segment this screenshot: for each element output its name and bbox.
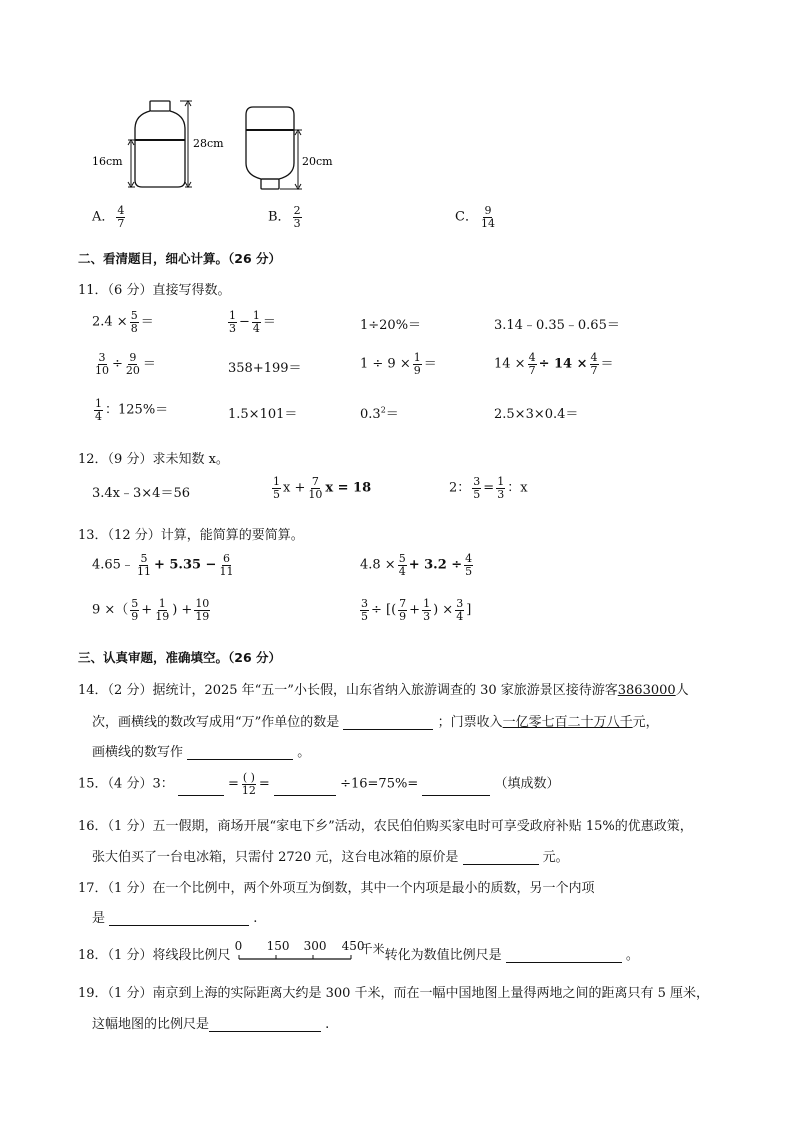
q14-underlined-number: 3863000 [617,683,676,698]
q11-r1c2: $\frac{1}{3}$ − $\frac{1}{4}$ ＝ [229,309,276,335]
q13-e3: 9 ×（ $\frac{5}{9}$ + $\frac{1}{19}$ ) + $\frac{10}{19}$ [92,597,210,623]
option-b-fraction: $\frac{2}{3}$ [293,204,301,230]
bottle-inverted [246,107,294,189]
q11-r2c4: 14 × $\frac{4}{7}$ ÷ 14 × $\frac{4}{7}$ ＝ [494,351,614,377]
bottle-figure [90,95,350,200]
q12-e1: 3.4x﹣3×4＝56 [92,486,190,501]
option-b-label: B． [268,209,291,225]
q12-stem: 12．（9 分）求未知数 x。 [78,452,229,467]
water-height-arrow [128,140,135,187]
q14-underlined-words: 一亿零七百二十万八千 [502,715,633,730]
q16-line2: 张大伯买了一台电冰箱，只需付 2720 元，这台电冰箱的原价是 元。 [92,850,569,865]
q11-r1c4: 3.14﹣0.35﹣0.65＝ [494,318,620,333]
q19-line2: 这幅地图的比例尺是 . [92,1017,330,1032]
q14-blank-1[interactable] [343,715,433,730]
q18-blank[interactable] [506,948,622,963]
q15-blank-1[interactable] [178,781,224,796]
q17-blank[interactable] [109,911,249,926]
option-a-label: A． [92,209,115,225]
option-c-fraction: $\frac{9}{14}$ [480,204,495,230]
scale-tick-450: 450 [341,939,365,953]
q11-r1c1: 2.4 × $\frac{5}{8}$ ＝ [92,309,154,335]
q17-line2: 是 . [92,911,258,926]
bottle-height-arrow [180,101,192,187]
scale-tick-0: 0 [234,939,243,953]
q13-stem: 13．（12 分）计算，能简算的要简算。 [78,528,304,543]
scale-unit: 千米 [360,942,385,956]
option-a-fraction: $\frac{4}{7}$ [117,204,125,230]
q13-e1: 4.65﹣ $\frac{5}{11}$ + 5.35 − $\frac{6}{11}$ [92,552,234,578]
q15-line: 15．（4 分）3： = $\frac{( )}{12}$ = ÷16=75%= （填成数） [78,771,560,797]
scale-tick-300: 300 [303,939,327,953]
q14-line3: 画横线的数写作 。 [92,745,311,760]
scale-tick-150: 150 [266,939,290,953]
water-height-label: 16cm [92,155,123,168]
q12-e2: $\frac{1}{5}$ x + $\frac{7}{10}$ x = 18 [273,475,372,501]
q11-r3c3: $0.3^2=$ [360,405,399,422]
q19-blank[interactable] [209,1017,321,1032]
section-heading-2: 二、看清题目，细心计算。（26 分） [78,251,281,266]
q14-blank-2[interactable] [187,745,293,760]
q11-r2c3: 1 ÷ 9 × $\frac{1}{9}$ ＝ [360,351,437,377]
q11-r3c2: 1.5×101＝ [228,407,298,422]
inverted-height-label: 20cm [302,155,333,168]
option-a[interactable] [92,205,127,229]
inverted-height-arrow [280,130,302,189]
q17-line1: 17．（1 分）在一个比例中，两个外项互为倒数，其中一个内项是最小的质数，另一个内项 [78,881,595,896]
q11-r2c2: 358+199＝ [228,361,302,376]
option-b[interactable] [268,205,304,229]
q12-e3: 2： $\frac{3}{5}$ = $\frac{1}{3}$ ：x [449,475,528,501]
q16-line1: 16．（1 分）五一假期，商场开展“家电下乡”活动，农民伯伯购买家电时可享受政府补贴 15%的优惠政策， [78,819,693,834]
q13-e4: $\frac{3}{5}$ ÷ [( $\frac{7}{9}$ + $\frac{1}{3}$ ) × $\frac{3}{4}$ ] [361,597,472,623]
bottle-upright [135,101,185,187]
section-heading-3: 三、认真审题，准确填空。（26 分） [78,650,281,665]
q11-r3c4: 2.5×3×0.4＝ [494,407,579,422]
option-c-label: C． [455,209,478,225]
q11-r2c1: $\frac{3}{10}$ ÷ $\frac{9}{20}$ ＝ [95,351,156,377]
q11-r1c3: 1÷20%＝ [360,318,422,333]
q15-blank-3[interactable] [422,781,490,796]
option-c[interactable] [455,205,498,229]
q18-line: 18．（1 分）将线段比例尺 0 150 300 450 千米转化为数值比例尺是 。 [78,939,639,963]
q13-e2: 4.8 × $\frac{5}{4}$ + 3.2 ÷ $\frac{4}{5}$ [360,552,473,578]
q11-stem: 11．（6 分）直接写得数。 [78,283,231,298]
q15-blank-2[interactable] [274,781,336,796]
line-scale [234,939,365,963]
q11-r3c1: $\frac{1}{4}$ ：125%＝ [95,397,169,423]
bottle-height-label: 28cm [193,137,224,150]
q16-blank[interactable] [463,850,539,865]
q14-line1: 14．（2 分）据统计，2025 年“五一”小长假，山东省纳入旅游调查的 30 家旅游景区接待游客3863000人 [78,683,689,698]
q19-line1: 19．（1 分）南京到上海的实际距离大约是 300 千米，而在一幅中国地图上量得两地之间的距离只有 5 厘米， [78,986,710,1001]
q14-line2: 次，画横线的数改写成用“万”作单位的数是 ；门票收入一亿零七百二十万八千元， [92,715,659,730]
